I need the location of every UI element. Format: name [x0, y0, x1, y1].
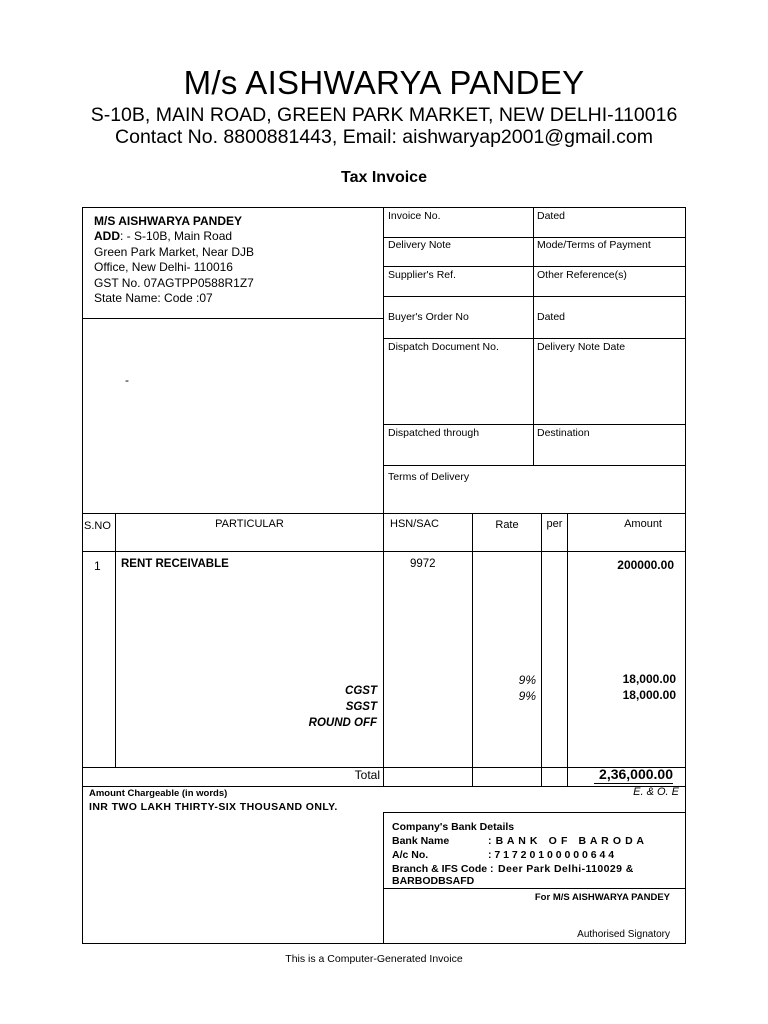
- row-hsn: 9972: [410, 558, 436, 570]
- bank-name-value: : B A N K O F B A R O D A: [488, 835, 645, 847]
- bank-top: [383, 812, 686, 813]
- acno-label: A/c No.: [392, 849, 429, 861]
- fields-mid-divider: [533, 207, 534, 465]
- buyer-order-label: Buyer's Order No: [388, 311, 469, 323]
- row-particular: RENT RECEIVABLE: [121, 558, 229, 570]
- seller-add-value: : - S-10B, Main Road: [120, 229, 233, 244]
- seller-address-line1: [94, 229, 254, 244]
- sgst-rate: 9%: [518, 689, 536, 703]
- frame-bottom: [82, 943, 686, 944]
- document-title: Tax Invoice: [341, 169, 427, 186]
- delivery-note-date-label: Delivery Note Date: [537, 341, 626, 353]
- dispatch-document-label: Dispatch Document No.: [388, 341, 499, 353]
- upper-divider: [383, 207, 384, 513]
- fields-row-line: [383, 338, 686, 339]
- col-header-rate: Rate: [495, 519, 519, 531]
- total-label: Total: [354, 768, 380, 782]
- footer-note: This is a Computer-Generated Invoice: [285, 953, 463, 965]
- sgst-amount: 18,000.00: [622, 688, 676, 702]
- seller-gst: GST No. 07AGTPP0588R1Z7: [94, 275, 254, 290]
- col-header-sno: S.NO: [84, 520, 111, 532]
- cgst-amount: 18,000.00: [622, 672, 676, 686]
- cgst-label: CGST: [345, 685, 377, 697]
- dispatched-through-label: Dispatched through: [388, 427, 480, 439]
- bank-bottom: [383, 888, 686, 889]
- invoice-no-label: Invoice No.: [388, 210, 441, 222]
- seller-state: State Name: Code :07: [94, 291, 213, 306]
- bank-left-divider: [383, 812, 384, 943]
- seller-address-line2: Green Park Market, Near DJB: [94, 244, 255, 259]
- total-amount: 2,36,000.00: [599, 766, 673, 782]
- bank-details-title: Company's Bank Details: [392, 821, 515, 833]
- fields-row-line: [383, 424, 686, 425]
- destination-label: Destination: [537, 427, 590, 439]
- company-contact: Contact No. 8800881443, Email: aishwaryap2001@gmail.com: [115, 126, 653, 148]
- col-divider: [567, 513, 568, 786]
- col-divider: [472, 513, 473, 786]
- supplier-ref-label: Supplier's Ref.: [388, 269, 456, 281]
- company-title: M/s AISHWARYA PANDEY: [183, 64, 585, 101]
- table-total-bottom: [82, 786, 686, 787]
- table-header-bottom: [82, 551, 686, 552]
- seller-address-line3: Office, New Delhi- 110016: [94, 260, 233, 275]
- table-top: [82, 513, 686, 514]
- buyer-placeholder: -: [125, 373, 129, 387]
- fields-row-line: [383, 296, 686, 297]
- col-divider: [115, 513, 116, 767]
- seller-name: M/S AISHWARYA PANDEY: [94, 214, 243, 228]
- other-reference-label: Other Reference(s): [537, 269, 627, 281]
- col-header-per: per: [546, 518, 563, 530]
- fields-row-line: [383, 237, 686, 238]
- fields-row-line: [383, 465, 686, 466]
- dated-label: Dated: [537, 210, 566, 222]
- eoe-note: E. & O. E: [633, 786, 679, 798]
- seller-add-label: ADD: [94, 229, 120, 244]
- row-sno: 1: [94, 559, 101, 573]
- company-address: S-10B, MAIN ROAD, GREEN PARK MARKET, NEW DELHI-110016: [90, 104, 678, 126]
- frame-right: [685, 207, 686, 943]
- bank-name-label: Bank Name: [392, 835, 450, 847]
- fields-row-line: [383, 266, 686, 267]
- for-company: For M/S AISHWARYA PANDEY: [534, 892, 670, 903]
- amount-words-label: Amount Chargeable (in words): [89, 788, 228, 799]
- col-divider: [383, 513, 384, 786]
- col-header-amount: Amount: [624, 518, 662, 530]
- col-divider: [541, 513, 542, 786]
- col-header-particular: PARTICULAR: [215, 518, 284, 530]
- col-header-hsn: HSN/SAC: [390, 518, 439, 530]
- seller-buyer-divider: [82, 318, 384, 319]
- row-amount: 200000.00: [617, 558, 674, 572]
- amount-words-value: INR TWO LAKH THIRTY-SIX THOUSAND ONLY.: [89, 801, 338, 813]
- delivery-note-label: Delivery Note: [388, 239, 452, 251]
- round-off-label: ROUND OFF: [308, 717, 377, 729]
- sgst-label: SGST: [345, 701, 377, 713]
- cgst-rate: 9%: [518, 673, 536, 687]
- seller-block: [94, 214, 254, 306]
- branch-label: Branch & IFS Code :: [392, 863, 494, 875]
- dated-label-2: Dated: [537, 311, 566, 323]
- mode-terms-label: Mode/Terms of Payment: [537, 239, 651, 251]
- ifsc-code: BARBODBSAFD: [392, 875, 475, 887]
- authorised-signatory: Authorised Signatory: [577, 929, 670, 940]
- branch-value: Deer Park Delhi-110029 &: [498, 863, 634, 875]
- frame-top: [82, 207, 686, 208]
- total-underline: [594, 783, 673, 784]
- terms-of-delivery-label: Terms of Delivery: [388, 471, 470, 483]
- acno-value: : 7 1 7 2 0 1 0 0 0 0 0 6 4 4: [488, 849, 615, 861]
